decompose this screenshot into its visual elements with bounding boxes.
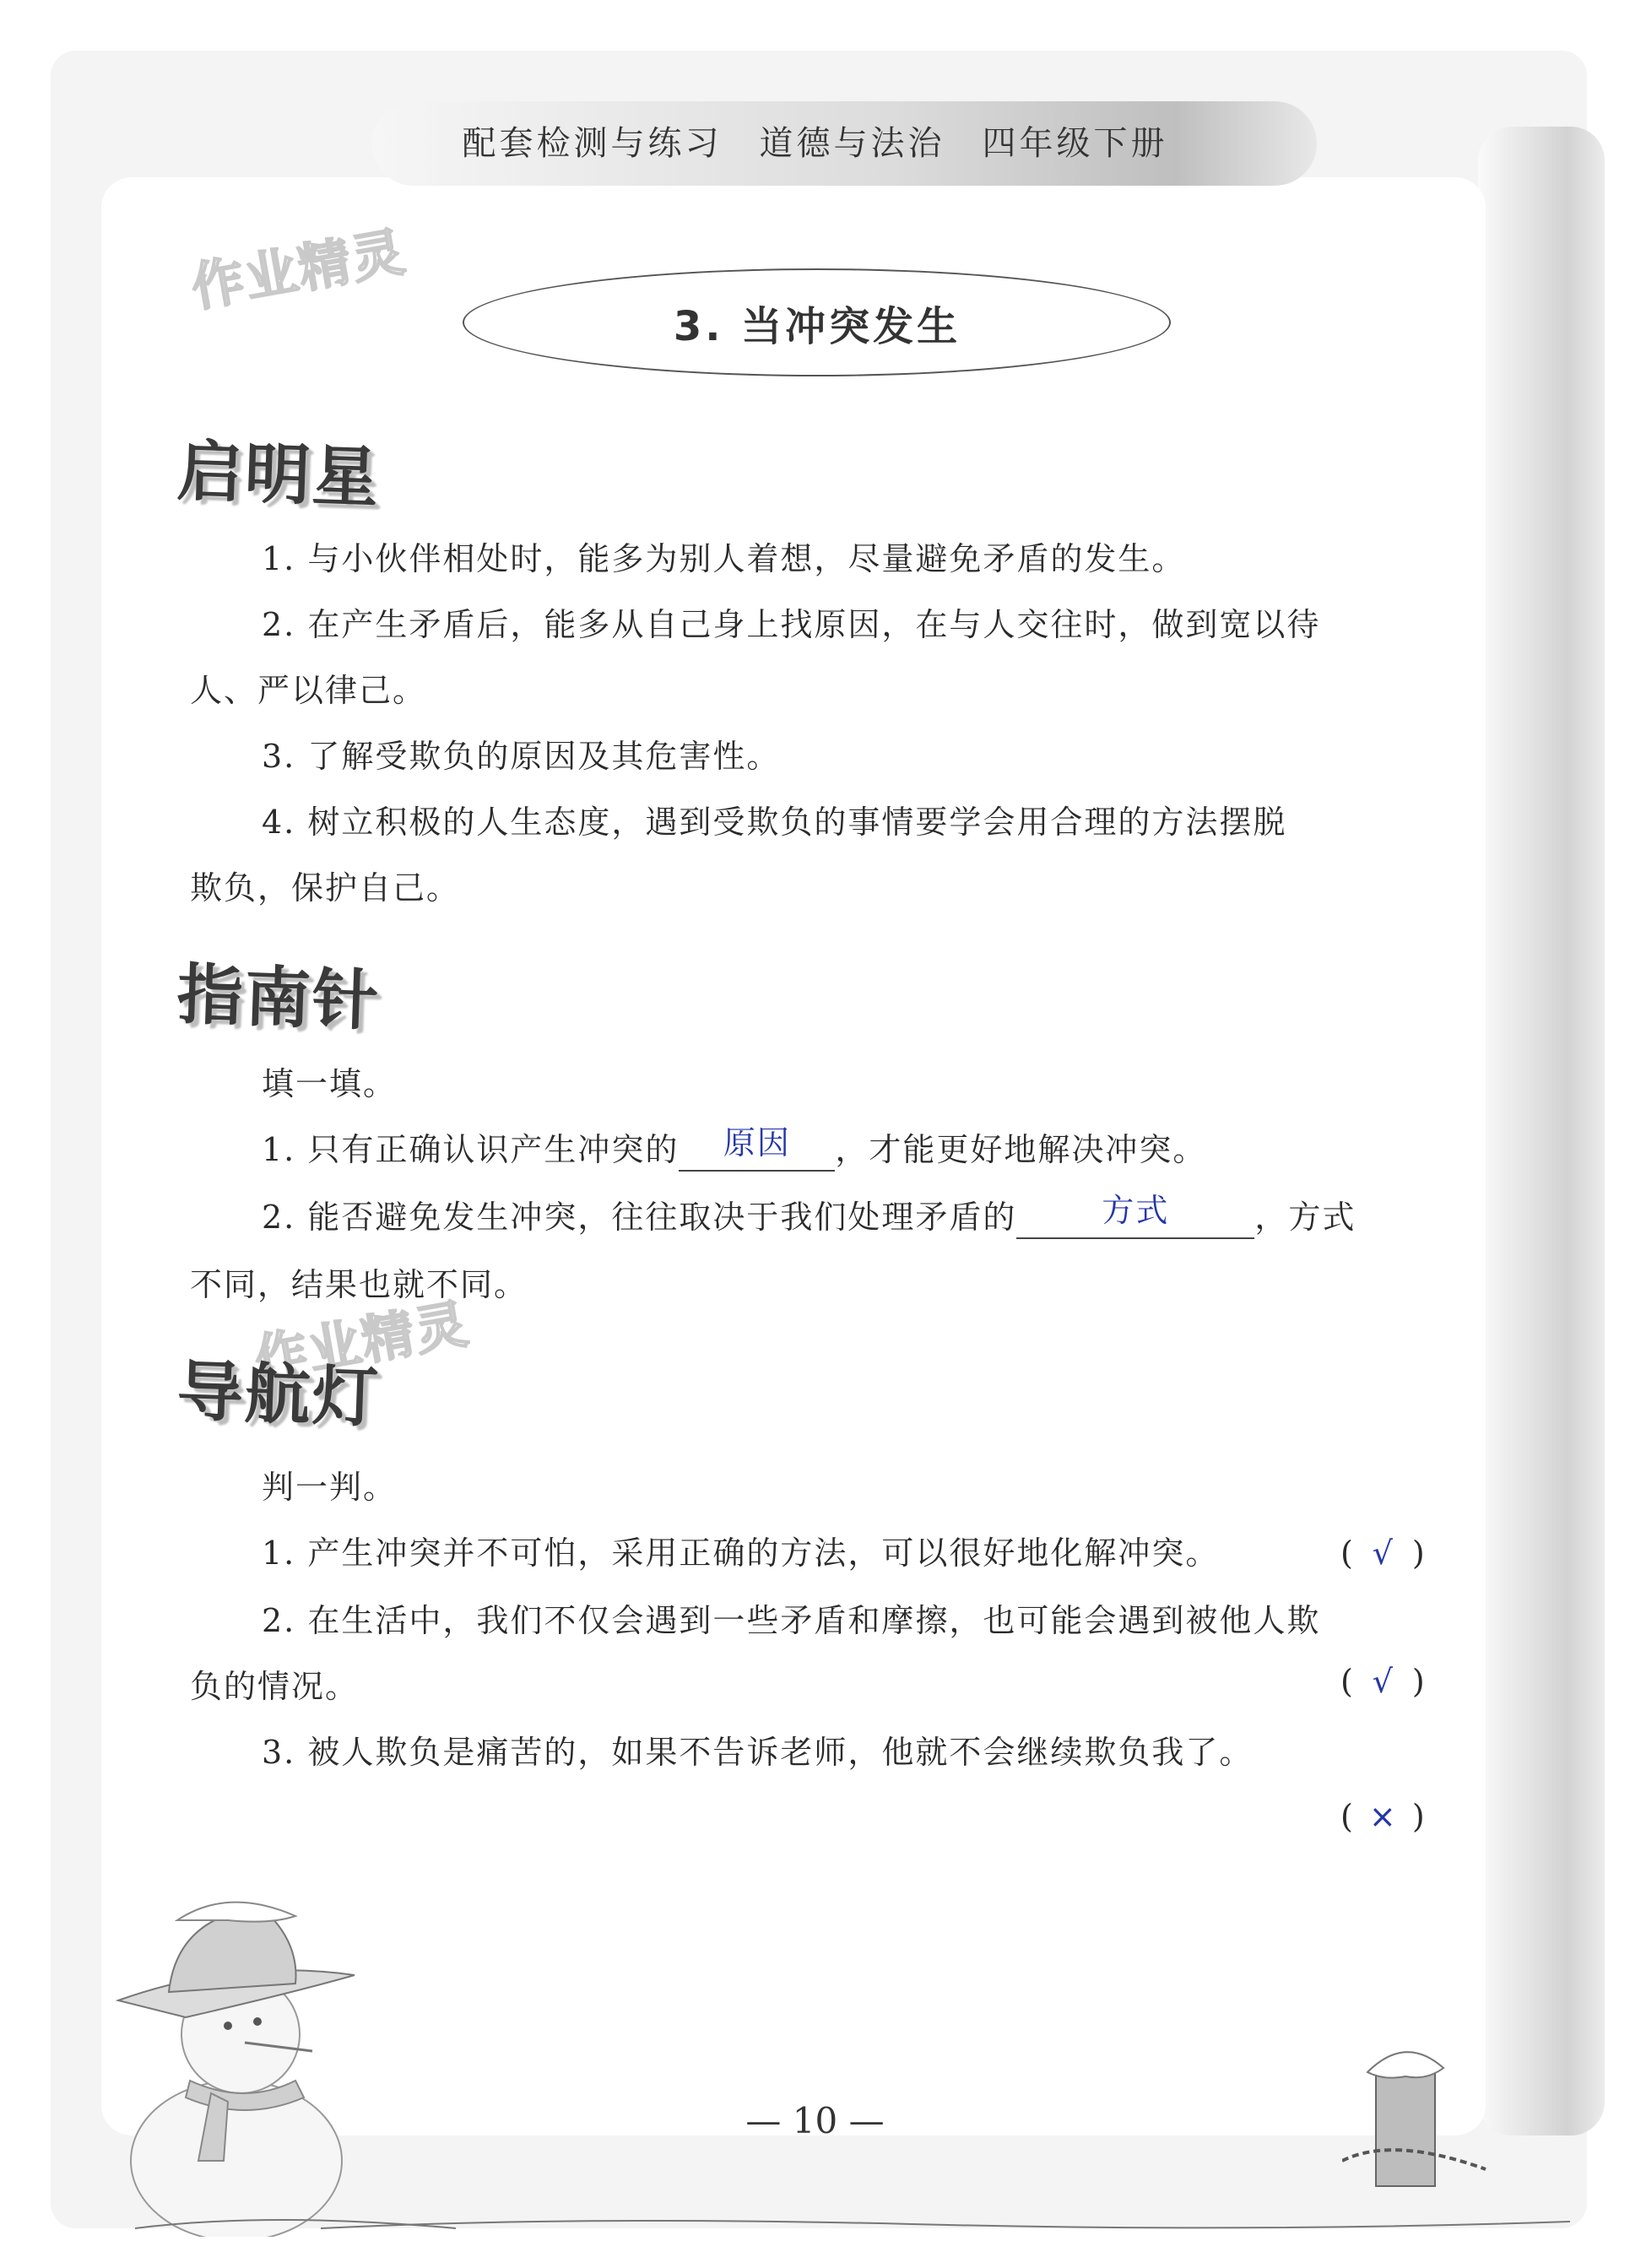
fill-question-2-tail: ，方式	[1254, 1199, 1357, 1236]
objective-2-line-1: 2. 在产生矛盾后，能多从自己身上找原因，在与人交往时，做到宽以待	[262, 606, 1321, 643]
snowman-illustration	[101, 1882, 456, 2237]
judge-answer-box-2[interactable]	[1340, 1663, 1425, 1700]
fill-question-2	[262, 1192, 1357, 1239]
fill-instruction: 填一填。	[262, 1065, 398, 1102]
fill-answer-1: 原因	[723, 1124, 791, 1161]
header-title: 配套检测与练习 道德与法治 四年级下册	[462, 124, 1168, 163]
fill-answer-2: 方式	[1102, 1192, 1170, 1229]
judge-question-2-line-1: 2. 在生活中，我们不仅会遇到一些矛盾和摩擦，也可能会遇到被他人欺	[262, 1602, 1321, 1639]
judge-mark-3: ×	[1368, 1798, 1396, 1835]
judge-question-1: 1. 产生冲突并不可怕，采用正确的方法，可以很好地化解冲突。	[262, 1535, 1220, 1572]
objective-4-line-1: 4. 树立积极的人生态度，遇到受欺负的事情要学会用合理的方法摆脱	[262, 804, 1287, 841]
objective-2-line-2: 人、严以律己。	[190, 672, 427, 709]
paren-close: )	[1411, 1535, 1425, 1572]
section-title-daohangdeng: 导航灯	[176, 1352, 382, 1437]
objective-1: 1. 与小伙伴相处时，能多为别人着想，尽量避免矛盾的发生。	[262, 540, 1186, 577]
objective-3: 3. 了解受欺负的原因及其危害性。	[262, 738, 781, 775]
paren-open: (	[1340, 1798, 1353, 1835]
judge-mark-2: √	[1372, 1663, 1393, 1700]
section-title-qimingxing: 启明星	[176, 432, 382, 517]
judge-answer-box-1[interactable]	[1340, 1535, 1425, 1572]
fill-blank-1[interactable]	[679, 1124, 835, 1172]
fill-question-2-line-2: 不同，结果也就不同。	[190, 1266, 528, 1303]
section-title-zhinanzhen: 指南针	[176, 955, 382, 1041]
fill-question-1-tail: ，才能更好地解决冲突。	[835, 1131, 1207, 1168]
page-number: — 10 —	[745, 2100, 885, 2141]
watermark: 作业精灵	[250, 1292, 474, 1391]
judge-mark-1: √	[1372, 1535, 1393, 1572]
fill-blank-2[interactable]	[1016, 1192, 1254, 1239]
watermark: 作业精灵	[187, 220, 411, 319]
judge-question-2-line-2: 负的情况。	[190, 1668, 360, 1705]
paren-open: (	[1340, 1535, 1353, 1572]
judge-question-3: 3. 被人欺负是痛苦的，如果不告诉老师，他就不会继续欺负我了。	[262, 1734, 1254, 1771]
fill-question-1	[262, 1124, 1207, 1172]
paren-close: )	[1411, 1663, 1425, 1700]
ground-line	[321, 2211, 1570, 2237]
judge-answer-box-3[interactable]	[1340, 1798, 1425, 1835]
fill-question-2-text: 2. 能否避免发生冲突，往往取决于我们处理矛盾的	[262, 1199, 1017, 1236]
paren-close: )	[1411, 1798, 1425, 1835]
lesson-title: 3. 当冲突发生	[673, 303, 961, 350]
frame-shadow	[1478, 127, 1605, 2135]
judge-instruction: 判一判。	[262, 1469, 398, 1506]
fill-question-1-text: 1. 只有正确认识产生冲突的	[262, 1131, 680, 1168]
paren-open: (	[1340, 1663, 1353, 1700]
objective-4-line-2: 欺负，保护自己。	[190, 869, 461, 907]
